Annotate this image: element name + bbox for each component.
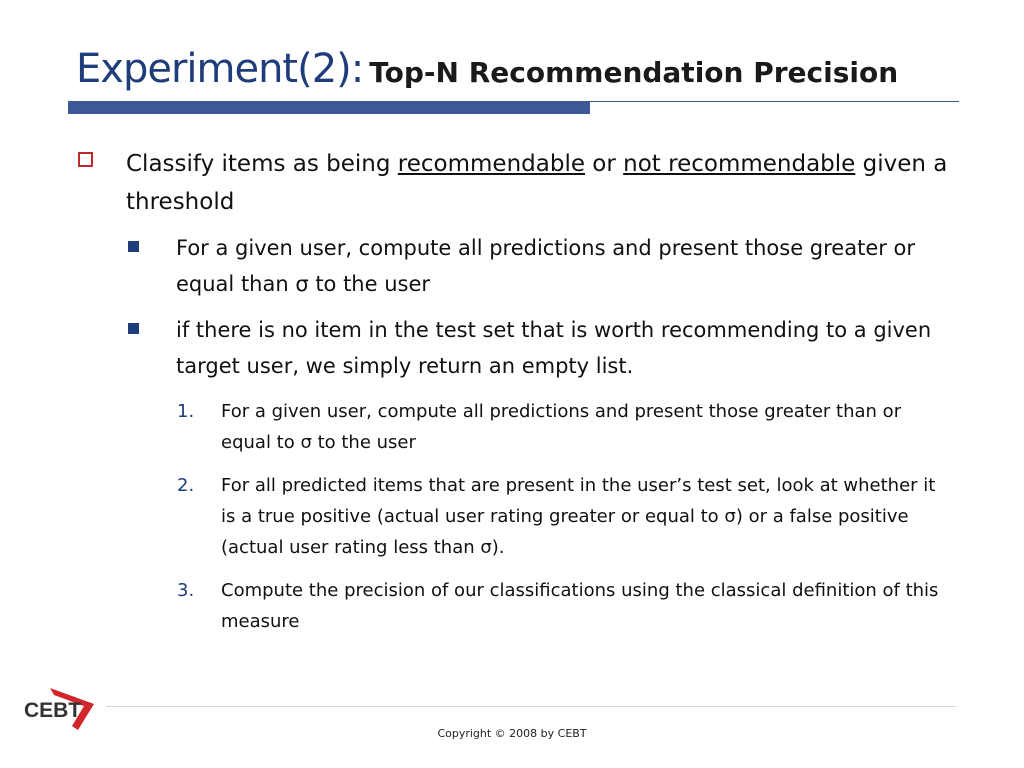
- title-sub: Top-N Recommendation Precision: [369, 56, 899, 89]
- filled-square-bullet-icon: [128, 241, 139, 252]
- open-square-bullet-icon: [78, 152, 93, 167]
- list-number: 2.: [177, 475, 195, 496]
- numbered-item-3: Compute the precision of our classifications using the classical definition of this measure: [221, 580, 939, 632]
- footer-divider: [106, 706, 956, 707]
- bullet1-recommendable: recommendable: [397, 151, 585, 177]
- bullet1-text-b: or: [585, 151, 624, 177]
- slide-title: [76, 46, 898, 92]
- subbullet-2: if there is no item in the test set that is worth recommending to a given target user, we simply return an empty list.: [176, 318, 932, 378]
- subbullet-1: For a given user, compute all predictions and present those greater or equal than σ to the user: [176, 236, 916, 296]
- list-number: 3.: [177, 580, 195, 601]
- bullet1-text-c: given a threshold: [126, 151, 948, 215]
- title-rule-thin: [590, 101, 959, 102]
- bullet-level1: [126, 145, 952, 221]
- list-number: 1.: [177, 401, 195, 422]
- bullet1-text-a: Classify items as being: [126, 151, 398, 177]
- bullet1-not-recommendable: not recommendable: [623, 151, 856, 177]
- cebt-logo: [22, 682, 100, 732]
- title-rule-thick: [68, 101, 590, 114]
- numbered-item-2: For all predicted items that are present in the user’s test set, look at whether it is a true positive (actual user rating greater or equal to σ) or a false positive (actual user rating less than σ).: [221, 475, 936, 558]
- copyright-text: Copyright © 2008 by CEBT: [437, 727, 587, 740]
- numbered-item-1: For a given user, compute all predictions and present those greater than or equal to σ to the user: [221, 401, 902, 453]
- filled-square-bullet-icon: [128, 323, 139, 334]
- svg-text:CEBT: CEBT: [24, 699, 82, 722]
- title-main: Experiment(2):: [76, 46, 364, 92]
